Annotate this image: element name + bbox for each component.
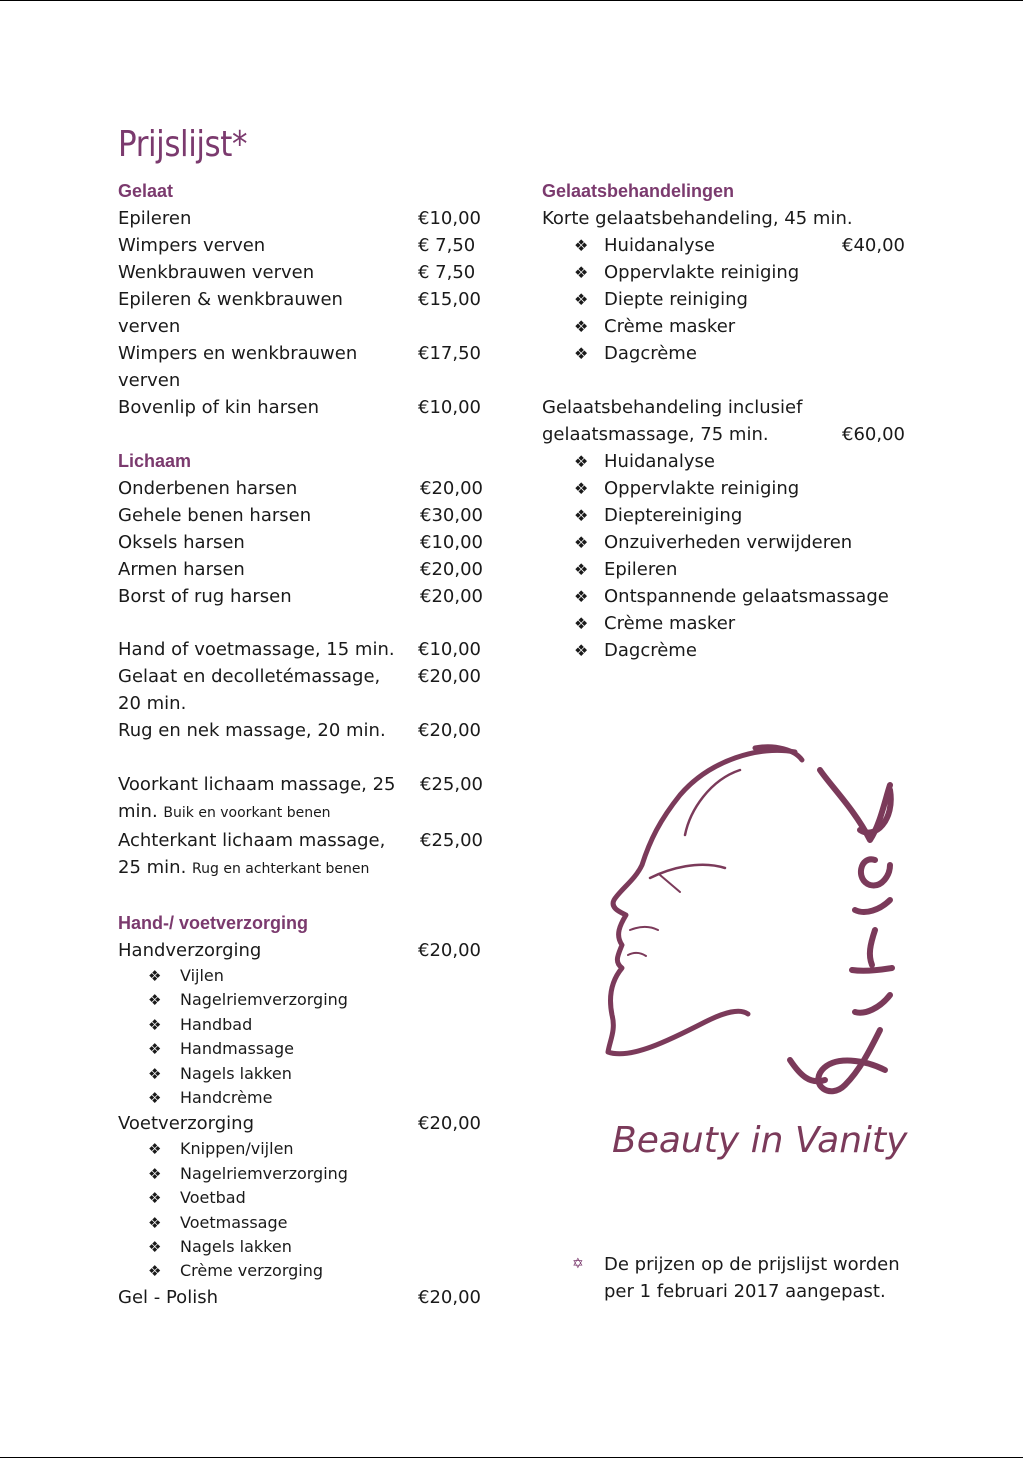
price-row-label: Wimpers en wenkbrauwen verven xyxy=(118,343,358,391)
list-item-label: Crème masker xyxy=(604,613,736,634)
page-title: Prijslijst* xyxy=(118,124,248,165)
diamond-bullet-icon: ❖ xyxy=(148,1140,162,1159)
list-item-label: Dagcrème xyxy=(604,343,697,364)
diamond-bullet-icon: ❖ xyxy=(148,1164,162,1183)
list-item-label: Handbad xyxy=(180,1014,253,1034)
section-heading-lichaam: Lichaam xyxy=(118,451,192,471)
price-row-label: Voorkant lichaam massage, 25 min. xyxy=(118,774,396,822)
diamond-bullet-icon: ❖ xyxy=(574,263,589,282)
list-item-label: Nagels lakken xyxy=(180,1063,292,1083)
price-row-price: €20,00 xyxy=(418,666,481,687)
price-row-label: Gehele benen harsen xyxy=(118,505,312,526)
diamond-bullet-icon: ❖ xyxy=(574,290,589,309)
list-item xyxy=(118,988,488,1012)
price-row-label: Achterkant lichaam massage, 25 min. xyxy=(118,830,386,878)
list-item-label: Handmassage xyxy=(180,1039,294,1059)
list-item xyxy=(118,1235,488,1259)
price-row-note: Buik en voorkant benen xyxy=(163,805,331,821)
price-row-label: Gelaat en decolletémassage, 20 min. xyxy=(118,666,381,714)
list-item xyxy=(542,259,922,286)
price-row xyxy=(118,663,488,717)
price-row-label: Wenkbrauwen verven xyxy=(118,262,315,283)
list-item xyxy=(118,1013,488,1037)
price-row-label: Armen harsen xyxy=(118,559,245,580)
list-item-label: Diepte reiniging xyxy=(604,289,748,310)
section-heading-hand-voet: Hand-/ voetverzorging xyxy=(118,913,309,933)
price-row-label: Epileren & wenkbrauwen verven xyxy=(118,289,343,337)
massage-list xyxy=(118,636,488,744)
diamond-bullet-icon: ❖ xyxy=(574,479,589,498)
list-item-label: Handcrème xyxy=(180,1088,273,1108)
price-row-label: Rug en nek massage, 20 min. xyxy=(118,720,386,741)
price-row-label: Borst of rug harsen xyxy=(118,586,292,607)
list-item-label: Oppervlakte reiniging xyxy=(604,478,800,499)
price-row-price: €10,00 xyxy=(418,639,481,660)
price-row-price: € 7,50 xyxy=(418,235,476,256)
vanity-script-icon xyxy=(790,770,892,1091)
note-text: De prijzen op de prijslijst worden per 1 februari 2017 aangepast. xyxy=(604,1254,900,1302)
price-row xyxy=(118,583,488,610)
list-item xyxy=(542,448,922,475)
price-row-label: Wimpers verven xyxy=(118,235,266,256)
korte-behandeling-price: €40,00 xyxy=(842,235,905,256)
price-row xyxy=(118,205,488,232)
price-row-label: Oksels harsen xyxy=(118,532,245,553)
price-row-price: €10,00 xyxy=(418,397,481,418)
price-row xyxy=(118,475,488,502)
price-row-price: €20,00 xyxy=(420,559,483,580)
price-row xyxy=(118,502,488,529)
list-item xyxy=(118,1186,488,1210)
lange-behandeling-items xyxy=(542,448,922,664)
section-heading-gelaatsbehandelingen: Gelaatsbehandelingen xyxy=(542,181,735,201)
page-border-top xyxy=(0,0,1023,1)
price-row-price: €10,00 xyxy=(420,532,483,553)
list-item xyxy=(118,1137,488,1161)
price-row xyxy=(118,556,488,583)
korte-behandeling-items xyxy=(542,232,922,367)
star-of-david-icon: ✡ xyxy=(572,1256,584,1272)
list-item xyxy=(118,1062,488,1086)
lichaam-list xyxy=(118,475,488,610)
price-row-label-wrap xyxy=(118,827,403,883)
price-row-price: €25,00 xyxy=(420,774,483,795)
diamond-bullet-icon: ❖ xyxy=(574,587,589,606)
hand-items xyxy=(118,964,488,1110)
diamond-bullet-icon: ❖ xyxy=(574,317,589,336)
price-row-label: Hand of voetmassage, 15 min. xyxy=(118,639,395,660)
price-row xyxy=(118,771,488,827)
list-item-label: Nagels lakken xyxy=(180,1237,292,1257)
list-item-label: Crème masker xyxy=(604,316,736,337)
price-row-label: Epileren xyxy=(118,208,192,229)
list-item xyxy=(118,1037,488,1061)
lange-behandeling-price: €60,00 xyxy=(842,424,905,445)
diamond-bullet-icon: ❖ xyxy=(574,533,589,552)
price-row-price: €20,00 xyxy=(420,478,483,499)
price-row xyxy=(118,232,488,259)
list-item xyxy=(542,556,922,583)
price-row xyxy=(118,394,488,421)
list-item-label: Nagelriemverzorging xyxy=(180,1163,348,1183)
diamond-bullet-icon: ❖ xyxy=(574,452,589,471)
price-row-label: Bovenlip of kin harsen xyxy=(118,397,319,418)
list-item xyxy=(118,1211,488,1235)
list-item-label: Huidanalyse xyxy=(604,235,715,256)
price-row xyxy=(118,827,488,883)
price-row-price: €10,00 xyxy=(418,208,481,229)
list-item xyxy=(542,286,922,313)
diamond-bullet-icon: ❖ xyxy=(574,641,589,660)
price-row xyxy=(118,340,488,394)
diamond-bullet-icon: ❖ xyxy=(148,1189,162,1208)
list-item xyxy=(542,502,922,529)
diamond-bullet-icon: ❖ xyxy=(574,506,589,525)
price-row xyxy=(118,286,488,340)
list-item-label: Ontspannende gelaatsmassage xyxy=(604,586,889,607)
list-item xyxy=(542,583,922,610)
list-item-label: Nagelriemverzorging xyxy=(180,990,348,1010)
face-profile-icon xyxy=(608,747,802,1054)
diamond-bullet-icon: ❖ xyxy=(148,967,162,985)
right-column xyxy=(542,178,922,664)
left-column xyxy=(118,178,488,1311)
price-row-gel-polish: Gel - Polish €20,00 xyxy=(118,1286,481,1308)
price-row xyxy=(118,717,488,744)
price-row-price: €15,00 xyxy=(418,289,481,310)
list-item-label: Crème verzorging xyxy=(180,1261,324,1281)
price-row xyxy=(118,529,488,556)
price-row-price: € 7,50 xyxy=(418,262,476,283)
price-row-price: €20,00 xyxy=(418,720,481,741)
price-row xyxy=(118,636,488,663)
list-item xyxy=(118,964,488,988)
logo-tagline: Beauty in Vanity xyxy=(612,1120,908,1161)
price-row-label-wrap xyxy=(118,771,403,827)
diamond-bullet-icon: ❖ xyxy=(148,1040,162,1059)
list-item xyxy=(542,232,922,259)
list-item xyxy=(542,637,922,664)
price-row-label: Onderbenen harsen xyxy=(118,478,298,499)
list-item xyxy=(542,475,922,502)
diamond-bullet-icon: ❖ xyxy=(148,1238,162,1257)
gelaat-list xyxy=(118,205,488,421)
list-item xyxy=(118,1162,488,1186)
diamond-bullet-icon: ❖ xyxy=(574,560,589,579)
list-item-label: Voetbad xyxy=(180,1188,246,1208)
diamond-bullet-icon: ❖ xyxy=(574,614,589,633)
section-heading-gelaat: Gelaat xyxy=(118,181,174,201)
list-item-label: Epileren xyxy=(604,559,678,580)
lange-behandeling-label-1: Gelaatsbehandeling inclusief xyxy=(542,397,803,418)
list-item-label: Voetmassage xyxy=(180,1212,288,1232)
list-item xyxy=(118,1259,488,1283)
list-item xyxy=(542,340,922,367)
list-item-label: Knippen/vijlen xyxy=(180,1139,294,1159)
list-item-label: Dieptereiniging xyxy=(604,505,743,526)
price-row-voetverzorging: Voetverzorging €20,00 xyxy=(118,1113,481,1135)
price-row-handverzorging: Handverzorging €20,00 xyxy=(118,940,481,961)
body-massage-list xyxy=(118,771,488,883)
page-border-bottom xyxy=(0,1457,1023,1458)
price-row-price: €17,50 xyxy=(418,343,481,364)
voet-items xyxy=(118,1137,488,1283)
diamond-bullet-icon: ❖ xyxy=(148,1064,162,1083)
diamond-bullet-icon: ❖ xyxy=(148,1015,162,1034)
list-item xyxy=(542,313,922,340)
diamond-bullet-icon: ❖ xyxy=(574,236,589,255)
list-item-label: Vijlen xyxy=(180,966,224,985)
vanity-logo xyxy=(590,740,920,1180)
diamond-bullet-icon: ❖ xyxy=(148,1262,162,1281)
korte-behandeling-label: Korte gelaatsbehandeling, 45 min. xyxy=(542,208,853,229)
diamond-bullet-icon: ❖ xyxy=(148,991,162,1010)
list-item xyxy=(542,610,922,637)
list-item xyxy=(542,529,922,556)
price-change-note xyxy=(572,1251,912,1305)
list-item-label: Dagcrème xyxy=(604,640,697,661)
lange-behandeling-label-2: gelaatsmassage, 75 min. €60,00 xyxy=(542,421,922,448)
list-item-label: Onzuiverheden verwijderen xyxy=(604,532,853,553)
diamond-bullet-icon: ❖ xyxy=(148,1089,162,1108)
price-row xyxy=(118,259,488,286)
list-item xyxy=(118,1086,488,1110)
list-item-label: Oppervlakte reiniging xyxy=(604,262,800,283)
price-row-note: Rug en achterkant benen xyxy=(192,861,370,877)
price-row-price: €25,00 xyxy=(420,830,483,851)
diamond-bullet-icon: ❖ xyxy=(574,344,589,363)
list-item-label: Huidanalyse xyxy=(604,451,715,472)
price-row-price: €30,00 xyxy=(420,505,483,526)
diamond-bullet-icon: ❖ xyxy=(148,1213,162,1232)
price-row-price: €20,00 xyxy=(420,586,483,607)
